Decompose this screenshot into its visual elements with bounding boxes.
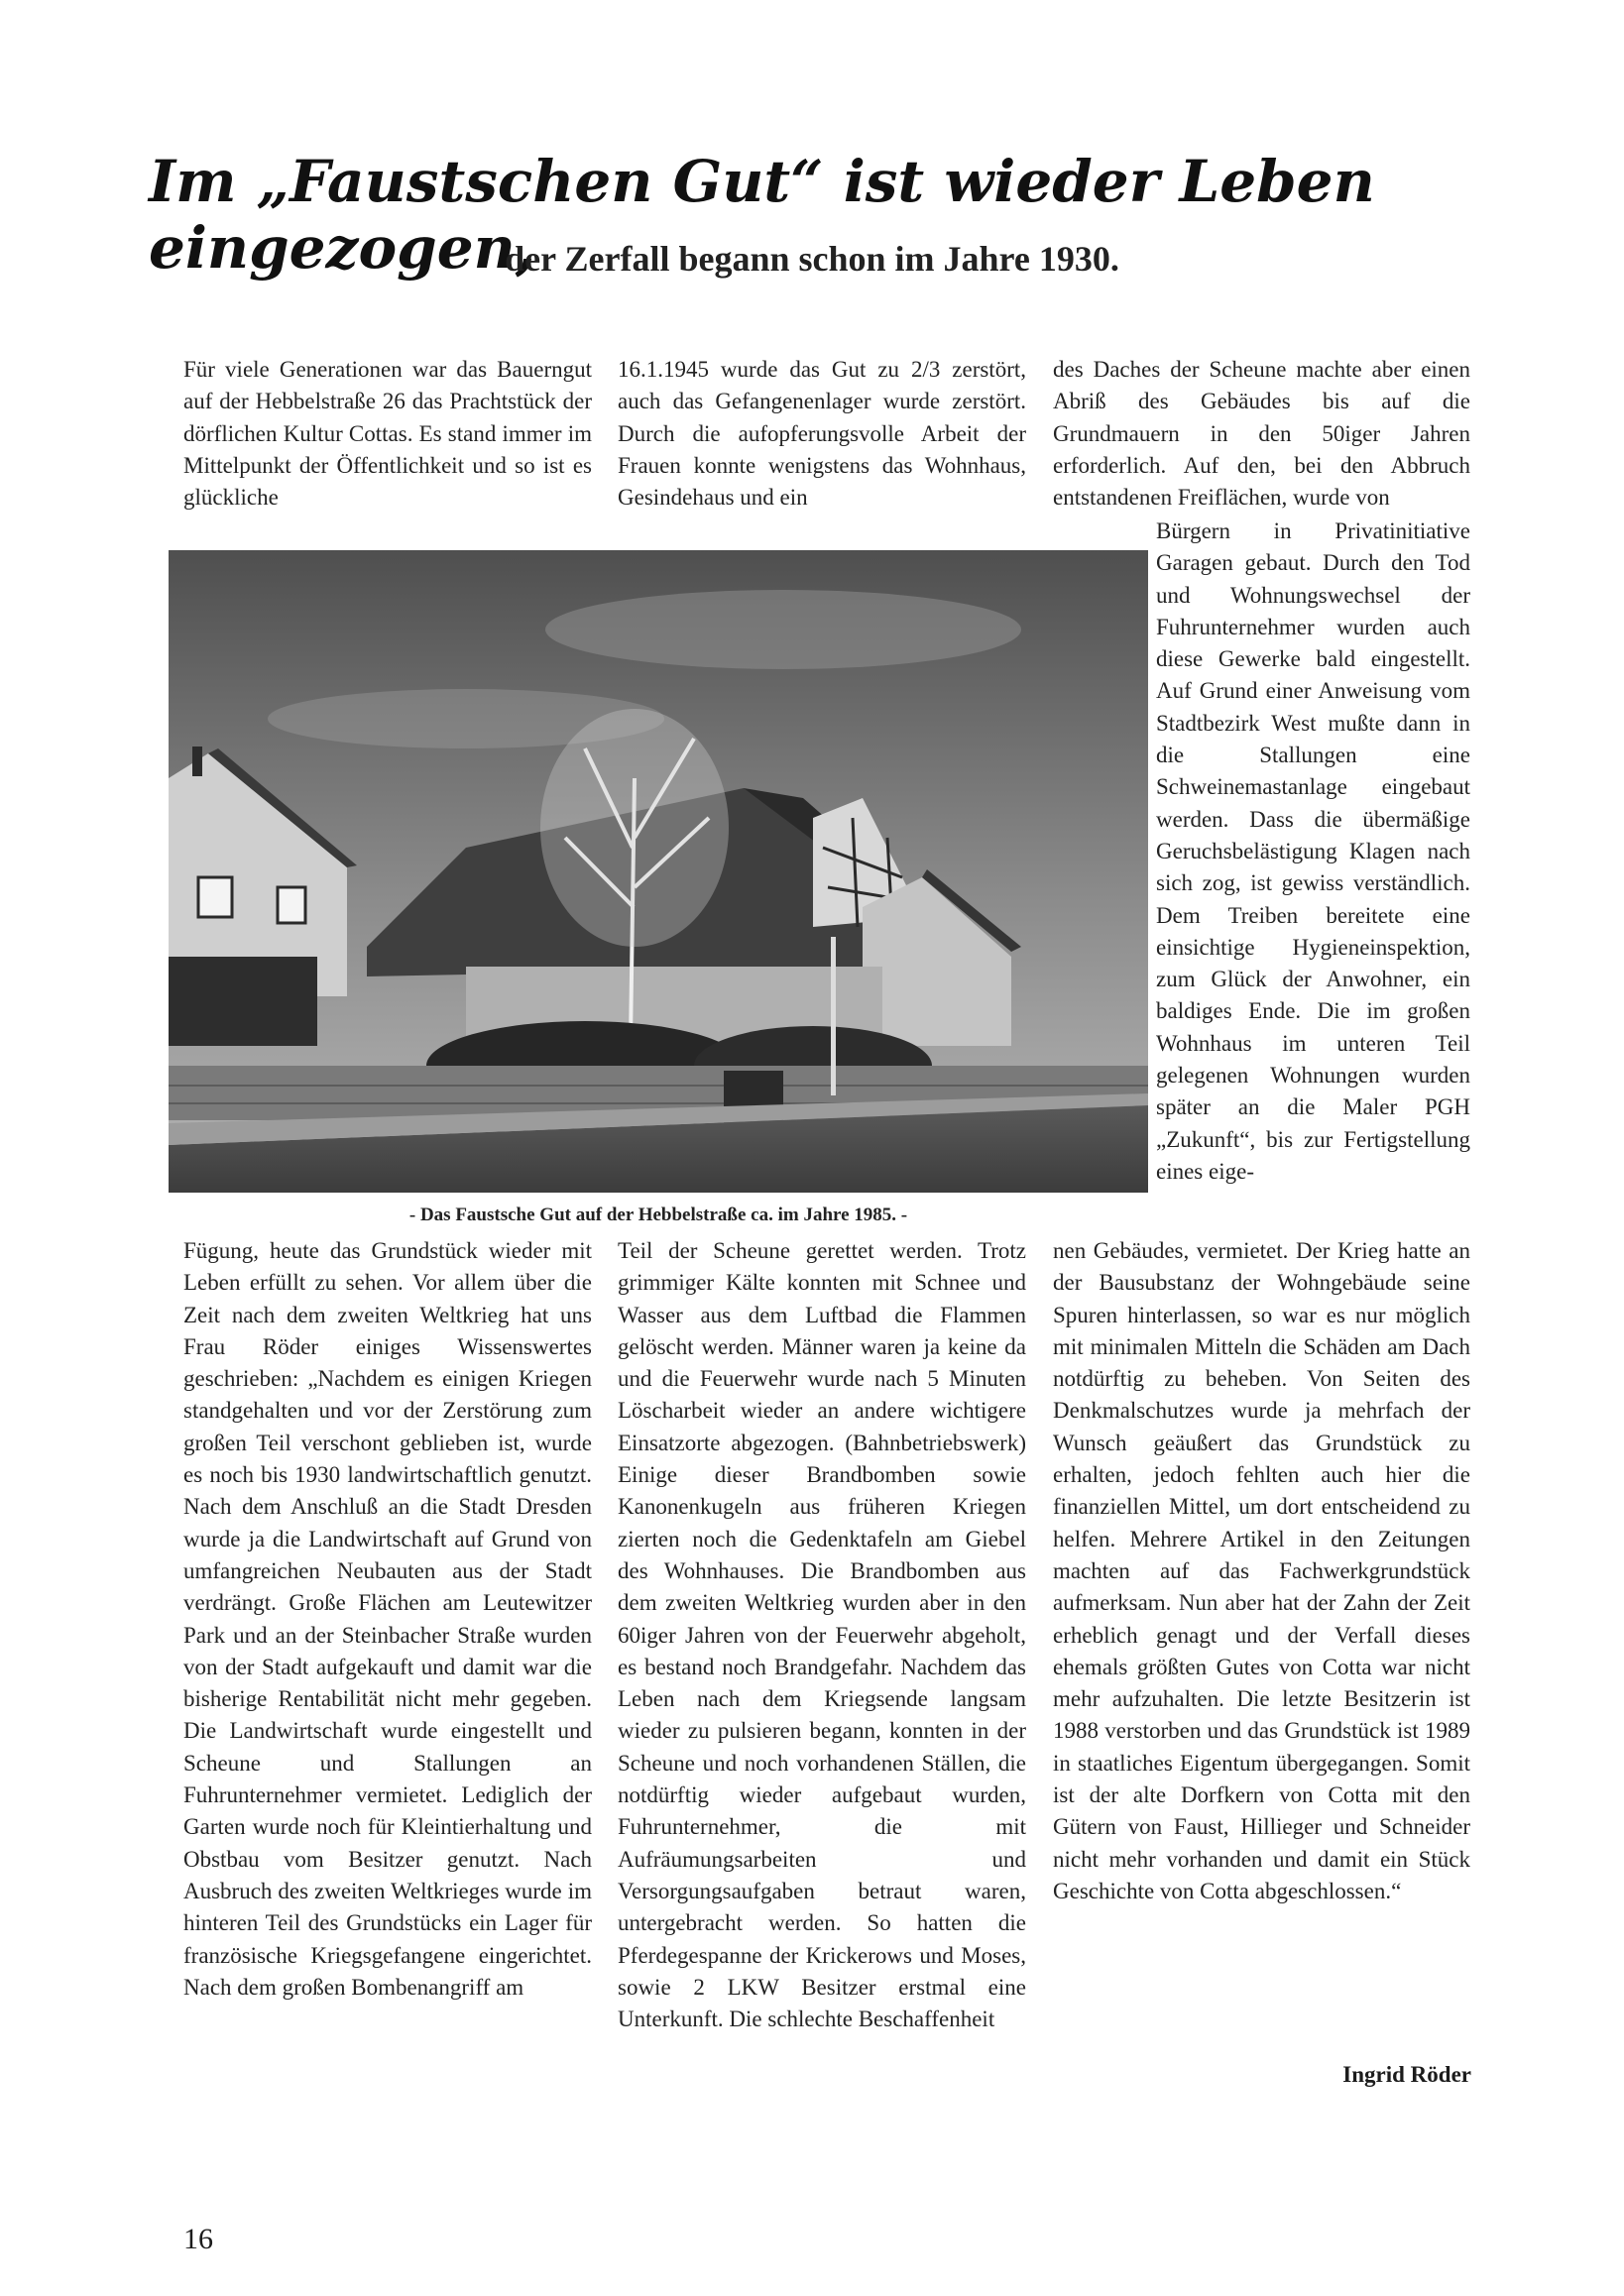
- column-2-bottom: [618, 1235, 1026, 2035]
- column-1-top: [183, 354, 592, 514]
- paragraph: des Daches der Scheune machte aber einen Abriß des Gebäudes bis auf die Grundmauern in den 50iger Jahren erforderlich. Auf den, bei den Abbruch entstandenen Freiflächen, wurde von: [1053, 357, 1470, 511]
- article-subtitle: der Zerfall begann schon im Jahre 1930.: [505, 239, 1119, 279]
- paragraph: 16.1.1945 wurde das Gut zu 2/3 zerstört, auch das Gefangenenlager wurde zerstört. Durch die aufopferungsvolle Arbeit der Frauen konnte wenigstens das Wohnhaus, Gesindehaus und ein: [618, 357, 1026, 511]
- farmhouse-photo: [169, 550, 1148, 1193]
- article-title: Im „Faustschen Gut“ ist wieder Leben eingezogen,: [149, 148, 1375, 282]
- paragraph: Bürgern in Privatinitiative Garagen gebaut. Durch den Tod und Wohnungswechsel der Fuhrunternehmer wurden auch diese Gewerke bald eingestellt. Auf Grund einer Anweisung vom Stadtbezirk West mußte dann in die Stallungen eine Schweinemastanlage eingebaut werden. Dass die übermäßige Geruchsbelästigung Klagen nach sich zog, ist gewiss verständlich. Dem Treiben bereitete eine einsichtige Hygieneinspektion, zum Glück der Anwohner, ein baldiges Ende. Die im großen Wohnhaus im unteren Teil gelegenen Wohnungen wurden später an die Maler PGH „Zukunft“, bis zur Fertigstellung eines eige-: [1156, 518, 1470, 1184]
- paragraph: Teil der Scheune gerettet werden. Trotz grimmiger Kälte konnten mit Schnee und Wasser aus dem Luftbad die Flammen gelöscht werden. Männer waren ja keine da und die Feuerwehr wurde nach 5 Minuten Löscharbeit wieder an andere wichtigere Einsatzorte abgezogen. (Bahnbetriebswerk) Einige dieser Brandbomben sowie Kanonenkugeln aus früheren Kriegen zierten noch die Gedenktafeln am Giebel des Wohnhauses. Die Brandbomben aus dem zweiten Weltkrieg wurden aber in den 60iger Jahren von der Feuerwehr abgeholt, es bestand noch Brandgefahr. Nachdem das Leben nach dem Kriegsende langsam wieder zu pulsieren begann, konnten in der Scheune und noch vorhandenen Ställen, die notdürftig wieder aufgebaut wurden, Fuhrunternehmer, die mit Aufräumungsarbeiten und Versorgungsaufgaben betraut waren, untergebracht werden. So hatten die Pferdegespanne der Krickerows und Moses, sowie 2 LKW Besitzer erstmal eine Unterkunft. Die schlechte Beschaffenheit: [618, 1238, 1026, 2032]
- photo-caption: - Das Faustsche Gut auf der Hebbelstraße ca. im Jahre 1985. -: [408, 1205, 908, 1225]
- column-3-top: [1053, 354, 1470, 514]
- paragraph: Für viele Generationen war das Bauerngut auf der Hebbelstraße 26 das Prachtstück der dörflichen Kultur Cottas. Es stand immer im Mittelpunkt der Öffentlichkeit und so ist es glückliche: [183, 357, 592, 511]
- photo-farmhouse-icon: [169, 550, 1148, 1193]
- column-1-bottom: [183, 1235, 592, 2004]
- column-2-top: [618, 354, 1026, 514]
- column-3-narrow: [1156, 516, 1470, 1188]
- author-signature: Ingrid Röder: [1342, 2062, 1471, 2087]
- paragraph: Fügung, heute das Grundstück wieder mit Leben erfüllt zu sehen. Vor allem über die Zeit nach dem zweiten Weltkrieg hat uns Frau Röder einiges Wissenswertes geschrieben: „Nachdem es einigen Kriegen standgehalten und vor der Zerstörung zum großen Teil verschont geblieben ist, wurde es noch bis 1930 landwirtschaftlich genutzt. Nach dem Anschluß an die Stadt Dresden wurde ja die Landwirtschaft auf Grund von umfangreichen Neubauten aus der Stadt verdrängt. Große Flächen am Leutewitzer Park und an der Steinbacher Straße wurden von der Stadt aufgekauft und damit war die bisherige Rentabilität nicht mehr gegeben. Die Landwirtschaft wurde eingestellt und Scheune und Stallungen an Fuhrunternehmer vermietet. Lediglich der Garten wurde noch für Kleintierhaltung und Obstbau vom Besitzer genutzt. Nach Ausbruch des zweiten Weltkrieges wurde im hinteren Teil des Grundstücks ein Lager für französische Kriegsgefangene eingerichtet. Nach dem großen Bombenangriff am: [183, 1238, 592, 2000]
- page-number: 16: [183, 2223, 213, 2255]
- paragraph: nen Gebäudes, vermietet. Der Krieg hatte an der Bausubstanz der Wohngebäude seine Spuren hinterlassen, so war es nur möglich mit minimalen Mitteln die Schäden am Dach notdürftig zu beheben. Von Seiten des Denkmalschutzes wurde ja mehrfach der Wunsch geäußert das Grundstück zu erhalten, jedoch fehlten auch hier die finanziellen Mittel, um dort entscheidend zu helfen. Mehrere Artikel in den Zeitungen machten auf das Fachwerkgrundstück aufmerksam. Nun aber hat der Zahn der Zeit erheblich genagt und der Verfall dieses ehemals größten Gutes von Cotta war nicht mehr aufzuhalten. Die letzte Besitzerin ist 1988 verstorben und das Grundstück ist 1989 in staatliches Eigentum übergegangen. Somit ist der alte Dorfkern von Cotta mit den Gütern von Faust, Hillieger und Schneider nicht mehr vorhanden und damit ein Stück Geschichte von Cotta abgeschlossen.“: [1053, 1238, 1470, 1903]
- column-3-bottom: [1053, 1235, 1470, 1907]
